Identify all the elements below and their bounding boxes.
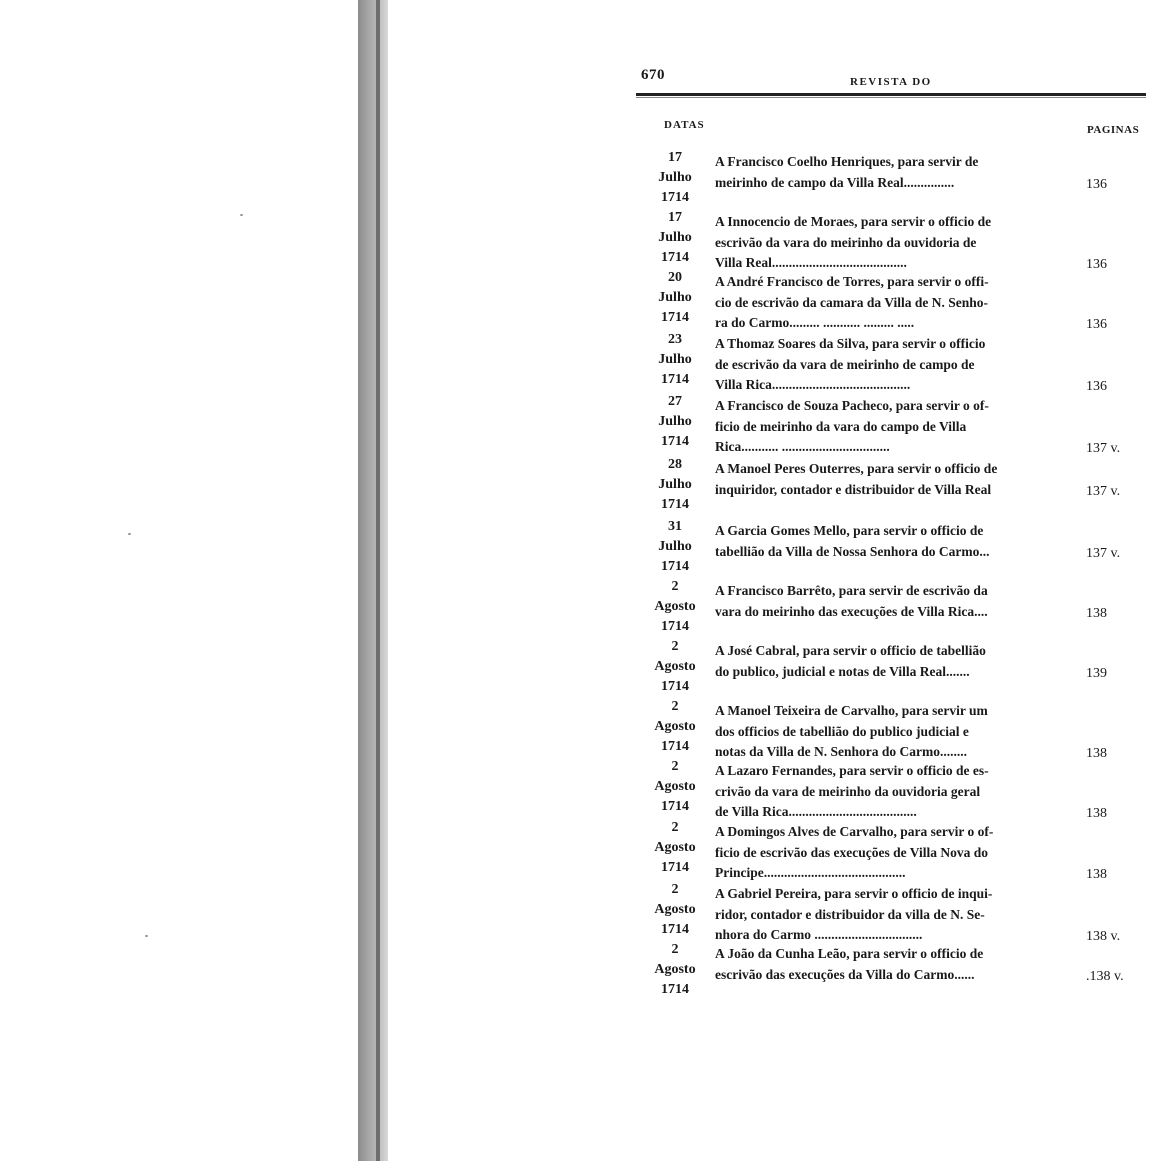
entry-date — [640, 330, 710, 390]
header-rule — [636, 93, 1146, 96]
entry-date-year: 1714 — [661, 559, 689, 574]
entry-text-line: de escrivão da vara de meirinho de campo de — [715, 356, 975, 372]
entry-date — [640, 148, 710, 208]
entry-text-line: de Villa Rica...................................... — [715, 804, 917, 819]
entry-text-line: A Francisco de Souza Pacheco, para servir o of- — [715, 398, 989, 413]
entry-date-month: Julho — [658, 477, 692, 492]
entry-date-year: 1714 — [661, 679, 689, 694]
entry-text-line: vara do meirinho das execuções de Villa Rica.... — [715, 603, 988, 619]
entry-text-line: A Lazaro Fernandes, para servir o officio de es- — [715, 763, 989, 778]
entry-page-reference: 136 — [1086, 257, 1107, 272]
paper-speck — [128, 533, 131, 535]
book-gutter-shadow — [358, 0, 388, 1161]
entry-text-line: A Manoel Teixeira de Carvalho, para servir um — [715, 703, 988, 718]
entry-text-line: Rica........... ................................ — [715, 439, 890, 454]
entry-date-year: 1714 — [661, 250, 689, 265]
entry-date-year: 1714 — [661, 922, 689, 937]
entry-text — [715, 884, 1067, 946]
entry-page-reference: 138 — [1086, 806, 1107, 821]
entry-text-line: dos officios de tabellião do publico judicial e — [715, 723, 969, 739]
entry-date-day: 2 — [671, 882, 679, 897]
entry-page-reference: 138 — [1086, 867, 1107, 882]
entry-date-year: 1714 — [661, 799, 689, 814]
entry-page-reference: 136 — [1086, 379, 1107, 394]
entry-text-line: tabellião da Villa de Nossa Senhora do Carmo... — [715, 543, 990, 559]
entry-date-year: 1714 — [661, 372, 689, 387]
entry-text-line: cio de escrivão da camara da Villa de N. Senho- — [715, 294, 988, 310]
entry-text — [715, 761, 1067, 823]
entry-page-reference: 137 v. — [1086, 545, 1121, 561]
entry-date-month: Julho — [658, 230, 692, 245]
entry-text — [715, 272, 1067, 334]
entry-text — [715, 581, 1067, 622]
entry-text-line: crivão da vara de meirinho da ouvidoria geral — [715, 783, 981, 799]
entry-text-line: do publico, judicial e notas de Villa Real....... — [715, 663, 970, 679]
entry-date — [640, 637, 710, 697]
entry-text — [715, 334, 1067, 396]
entry-date-day: 17 — [668, 210, 682, 225]
entry-date — [640, 818, 710, 878]
entry-date — [640, 940, 710, 1000]
entry-date-day: 2 — [671, 699, 679, 714]
entry-date-day: 28 — [668, 457, 682, 472]
entry-date-day: 20 — [668, 270, 682, 285]
entry-text-line: escrivão das execuções da Villa do Carmo...... — [715, 966, 975, 982]
entry-text-line: A João da Cunha Leão, para servir o officio de — [715, 946, 984, 961]
entry-date-day: 31 — [668, 519, 682, 534]
entry-text — [715, 152, 1067, 193]
entry-text-line: A Innocencio de Moraes, para servir o officio de — [715, 214, 992, 229]
entry-date-month: Agosto — [654, 659, 696, 674]
entry-text — [715, 641, 1067, 682]
entry-page-reference: 136 — [1086, 176, 1107, 192]
entry-text — [715, 459, 1067, 500]
entry-text-line: A Manoel Peres Outerres, para servir o officio de — [715, 461, 998, 476]
entry-date — [640, 757, 710, 817]
entry-text-line: A Francisco Barrêto, para servir de escrivão da — [715, 583, 988, 598]
entry-date-month: Julho — [658, 290, 692, 305]
entry-text — [715, 521, 1067, 562]
entry-date-year: 1714 — [661, 860, 689, 875]
entry-date-month: Agosto — [654, 599, 696, 614]
entry-date-year: 1714 — [661, 190, 689, 205]
entry-text-line: ficio de meirinho da vara do campo de Villa — [715, 418, 967, 434]
running-head: REVISTA DO — [850, 76, 932, 88]
entry-date-month: Julho — [658, 352, 692, 367]
entry-date-month: Julho — [658, 539, 692, 554]
entry-page-reference: 138 — [1086, 746, 1107, 761]
entry-date-month: Agosto — [654, 962, 696, 977]
entry-date-day: 2 — [671, 759, 679, 774]
entry-date-day: 27 — [668, 394, 682, 409]
entry-date-year: 1714 — [661, 310, 689, 325]
entry-date-day: 2 — [671, 579, 679, 594]
entry-date — [640, 455, 710, 515]
entry-page-reference: 138 — [1086, 605, 1107, 621]
entry-date-day: 23 — [668, 332, 682, 347]
entry-text-line: Villa Real........................................ — [715, 255, 907, 270]
entry-date-day: 2 — [671, 639, 679, 654]
entry-page-reference: 137 v. — [1086, 441, 1121, 456]
entry-page-reference: 137 v. — [1086, 483, 1121, 499]
entry-text-line: inquiridor, contador e distribuidor de Villa Real — [715, 481, 992, 497]
entry-text-line: A André Francisco de Torres, para servir o offi- — [715, 274, 989, 289]
entry-date-year: 1714 — [661, 619, 689, 634]
entry-page-reference: 139 — [1086, 665, 1107, 681]
entry-text — [715, 212, 1067, 274]
paper-speck — [145, 935, 148, 937]
entry-text — [715, 701, 1067, 763]
entry-text-line: Principe.......................................... — [715, 865, 906, 880]
entry-text-line: Villa Rica......................................... — [715, 377, 911, 392]
book-gutter-fold — [376, 0, 380, 1161]
entry-text-line: A Domingos Alves de Carvalho, para servir o of- — [715, 824, 994, 839]
entry-date-year: 1714 — [661, 497, 689, 512]
entry-page-reference: 138 v. — [1086, 929, 1121, 944]
entry-date-month: Julho — [658, 414, 692, 429]
entry-date-year: 1714 — [661, 982, 689, 997]
entry-page-reference: 136 — [1086, 317, 1107, 332]
entry-text — [715, 822, 1067, 884]
entry-date — [640, 208, 710, 268]
entry-text — [715, 396, 1067, 458]
entry-text-line: A Gabriel Pereira, para servir o officio de inqui- — [715, 886, 993, 901]
column-header-dates: DATAS — [664, 119, 705, 131]
entry-text-line: A José Cabral, para servir o officio de tabellião — [715, 643, 986, 658]
column-header-pages: PAGINAS — [1087, 124, 1140, 136]
entry-text — [715, 944, 1067, 985]
entry-date-month: Agosto — [654, 719, 696, 734]
entry-page-reference: .138 v. — [1086, 968, 1124, 984]
entry-text-line: nhora do Carmo ................................ — [715, 927, 923, 942]
page-number: 670 — [641, 67, 665, 83]
entry-text-line: escrivão da vara do meirinho da ouvidoria de — [715, 234, 977, 250]
entry-date-month: Agosto — [654, 902, 696, 917]
entry-text-line: A Thomaz Soares da Silva, para servir o officio — [715, 336, 986, 351]
entry-text-line: meirinho de campo da Villa Real............... — [715, 174, 955, 190]
entry-date — [640, 577, 710, 637]
entry-text-line: notas da Villa de N. Senhora do Carmo........ — [715, 744, 968, 759]
entry-date — [640, 517, 710, 577]
entry-date-day: 2 — [671, 942, 679, 957]
paper-speck — [240, 214, 243, 216]
entry-date-year: 1714 — [661, 739, 689, 754]
entry-date-month: Agosto — [654, 840, 696, 855]
entry-date-day: 2 — [671, 820, 679, 835]
entry-date — [640, 880, 710, 940]
entry-date — [640, 697, 710, 757]
entry-date-day: 17 — [668, 150, 682, 165]
entry-date — [640, 268, 710, 328]
entry-date-month: Julho — [658, 170, 692, 185]
entry-text-line: A Garcia Gomes Mello, para servir o officio de — [715, 523, 984, 538]
entry-text-line: ra do Carmo......... ........... ......... ..... — [715, 315, 915, 330]
entry-date-month: Agosto — [654, 779, 696, 794]
entry-date-year: 1714 — [661, 434, 689, 449]
entry-text-line: ficio de escrivão das execuções de Villa Nova do — [715, 844, 988, 860]
entry-date — [640, 392, 710, 452]
entry-text-line: A Francisco Coelho Henriques, para servir de — [715, 154, 979, 169]
entry-text-line: ridor, contador e distribuidor da villa de N. Se- — [715, 906, 985, 922]
header-rule-thin — [636, 97, 1146, 98]
